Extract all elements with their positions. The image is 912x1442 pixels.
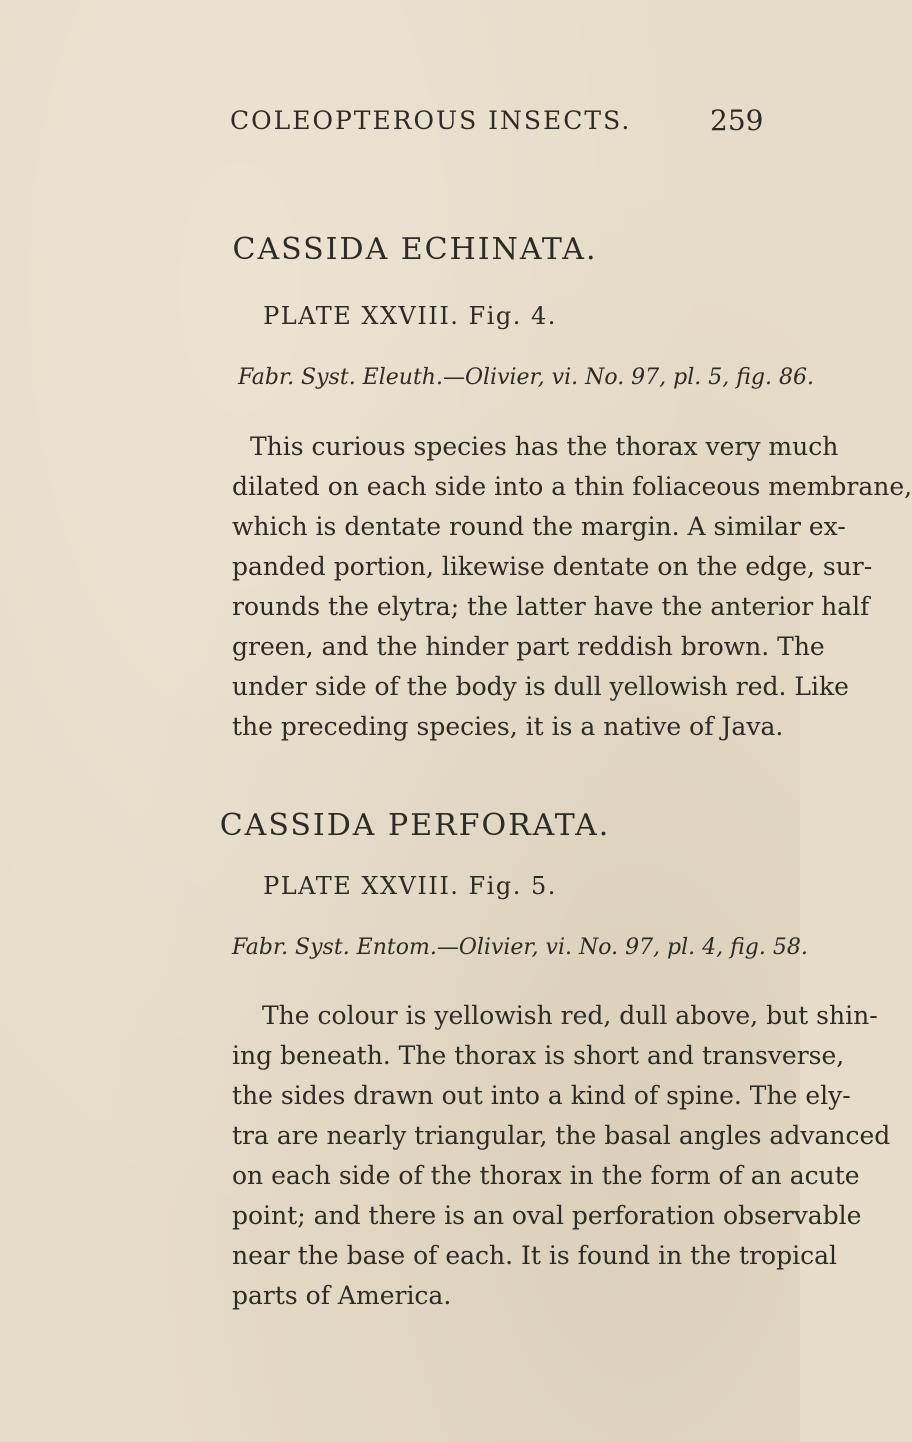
entry-title: CASSIDA ECHINATA.: [232, 232, 598, 267]
paragraph-line: The colour is yellowish red, dull above, but shin-: [262, 1001, 878, 1030]
page-number: 259: [710, 104, 764, 137]
paragraph-line: rounds the elytra; the latter have the anterior half: [232, 592, 870, 621]
paragraph-line: panded portion, likewise dentate on the edge, sur-: [232, 552, 873, 581]
paragraph-line: the preceding species, it is a native of Java.: [232, 712, 784, 741]
paragraph-line: point; and there is an oval perforation observable: [232, 1201, 862, 1230]
paragraph-line: This curious species has the thorax very much: [250, 432, 839, 461]
entry-title: CASSIDA PERFORATA.: [219, 808, 611, 843]
citation: Fabr. Syst. Eleuth.—Olivier, vi. No. 97, pl. 5, fig. 86.: [238, 365, 814, 390]
paragraph-line: green, and the hinder part reddish brown. The: [232, 632, 825, 661]
paragraph-line: dilated on each side into a thin foliaceous membrane,: [232, 472, 912, 501]
paragraph-line: which is dentate round the margin. A similar ex-: [232, 512, 846, 541]
paragraph-line: ing beneath. The thorax is short and transverse,: [232, 1041, 845, 1070]
plate-reference: PLATE XXVIII. Fig. 5.: [263, 872, 557, 900]
paragraph-line: parts of America.: [232, 1281, 452, 1310]
paragraph-line: the sides drawn out into a kind of spine. The ely-: [232, 1081, 851, 1110]
running-title: COLEOPTEROUS INSECTS.: [230, 106, 632, 135]
plate-reference: PLATE XXVIII. Fig. 4.: [263, 302, 557, 330]
paragraph-line: near the base of each. It is found in the tropical: [232, 1241, 837, 1270]
citation: Fabr. Syst. Entom.—Olivier, vi. No. 97, pl. 4, fig. 58.: [232, 935, 808, 960]
paragraph-line: under side of the body is dull yellowish red. Like: [232, 672, 849, 701]
running-head: [0, 104, 800, 144]
paragraph-line: tra are nearly triangular, the basal angles advanced: [232, 1121, 891, 1150]
paragraph-line: on each side of the thorax in the form of an acute: [232, 1161, 860, 1190]
